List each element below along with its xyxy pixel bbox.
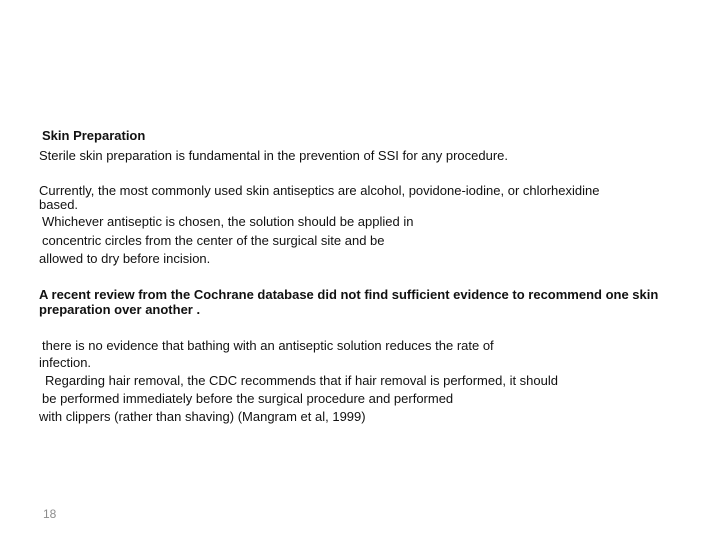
page-number: 18 [43, 507, 57, 521]
paragraph-line: allowed to dry before incision. [39, 251, 211, 266]
paragraph-line: infection. [39, 355, 92, 370]
paragraph-line: with clippers (rather than shaving) (Mangram et al, 1999) [39, 409, 366, 424]
paragraph-line: preparation over another . [39, 302, 201, 317]
intro-text: Sterile skin preparation is fundamental in the prevention of SSI for any procedure. [39, 148, 508, 163]
paragraph-line: be performed immediately before the surgical procedure and performed [42, 391, 454, 406]
paragraph-line: there is no evidence that bathing with an antiseptic solution reduces the rate of [42, 338, 494, 353]
paragraph-line: Whichever antiseptic is chosen, the solution should be applied in [42, 214, 414, 229]
paragraph-line: A recent review from the Cochrane database did not find sufficient evidence to recommend one skin [39, 287, 659, 302]
paragraph-line: Regarding hair removal, the CDC recommends that if hair removal is performed, it should [45, 373, 558, 388]
paragraph-line: Currently, the most commonly used skin antiseptics are alcohol, povidone-iodine, or chlorhexidine [39, 183, 600, 198]
paragraph-line: concentric circles from the center of the surgical site and be [42, 233, 385, 248]
slide-heading: Skin Preparation [42, 128, 146, 143]
paragraph-line: based. [39, 197, 79, 212]
